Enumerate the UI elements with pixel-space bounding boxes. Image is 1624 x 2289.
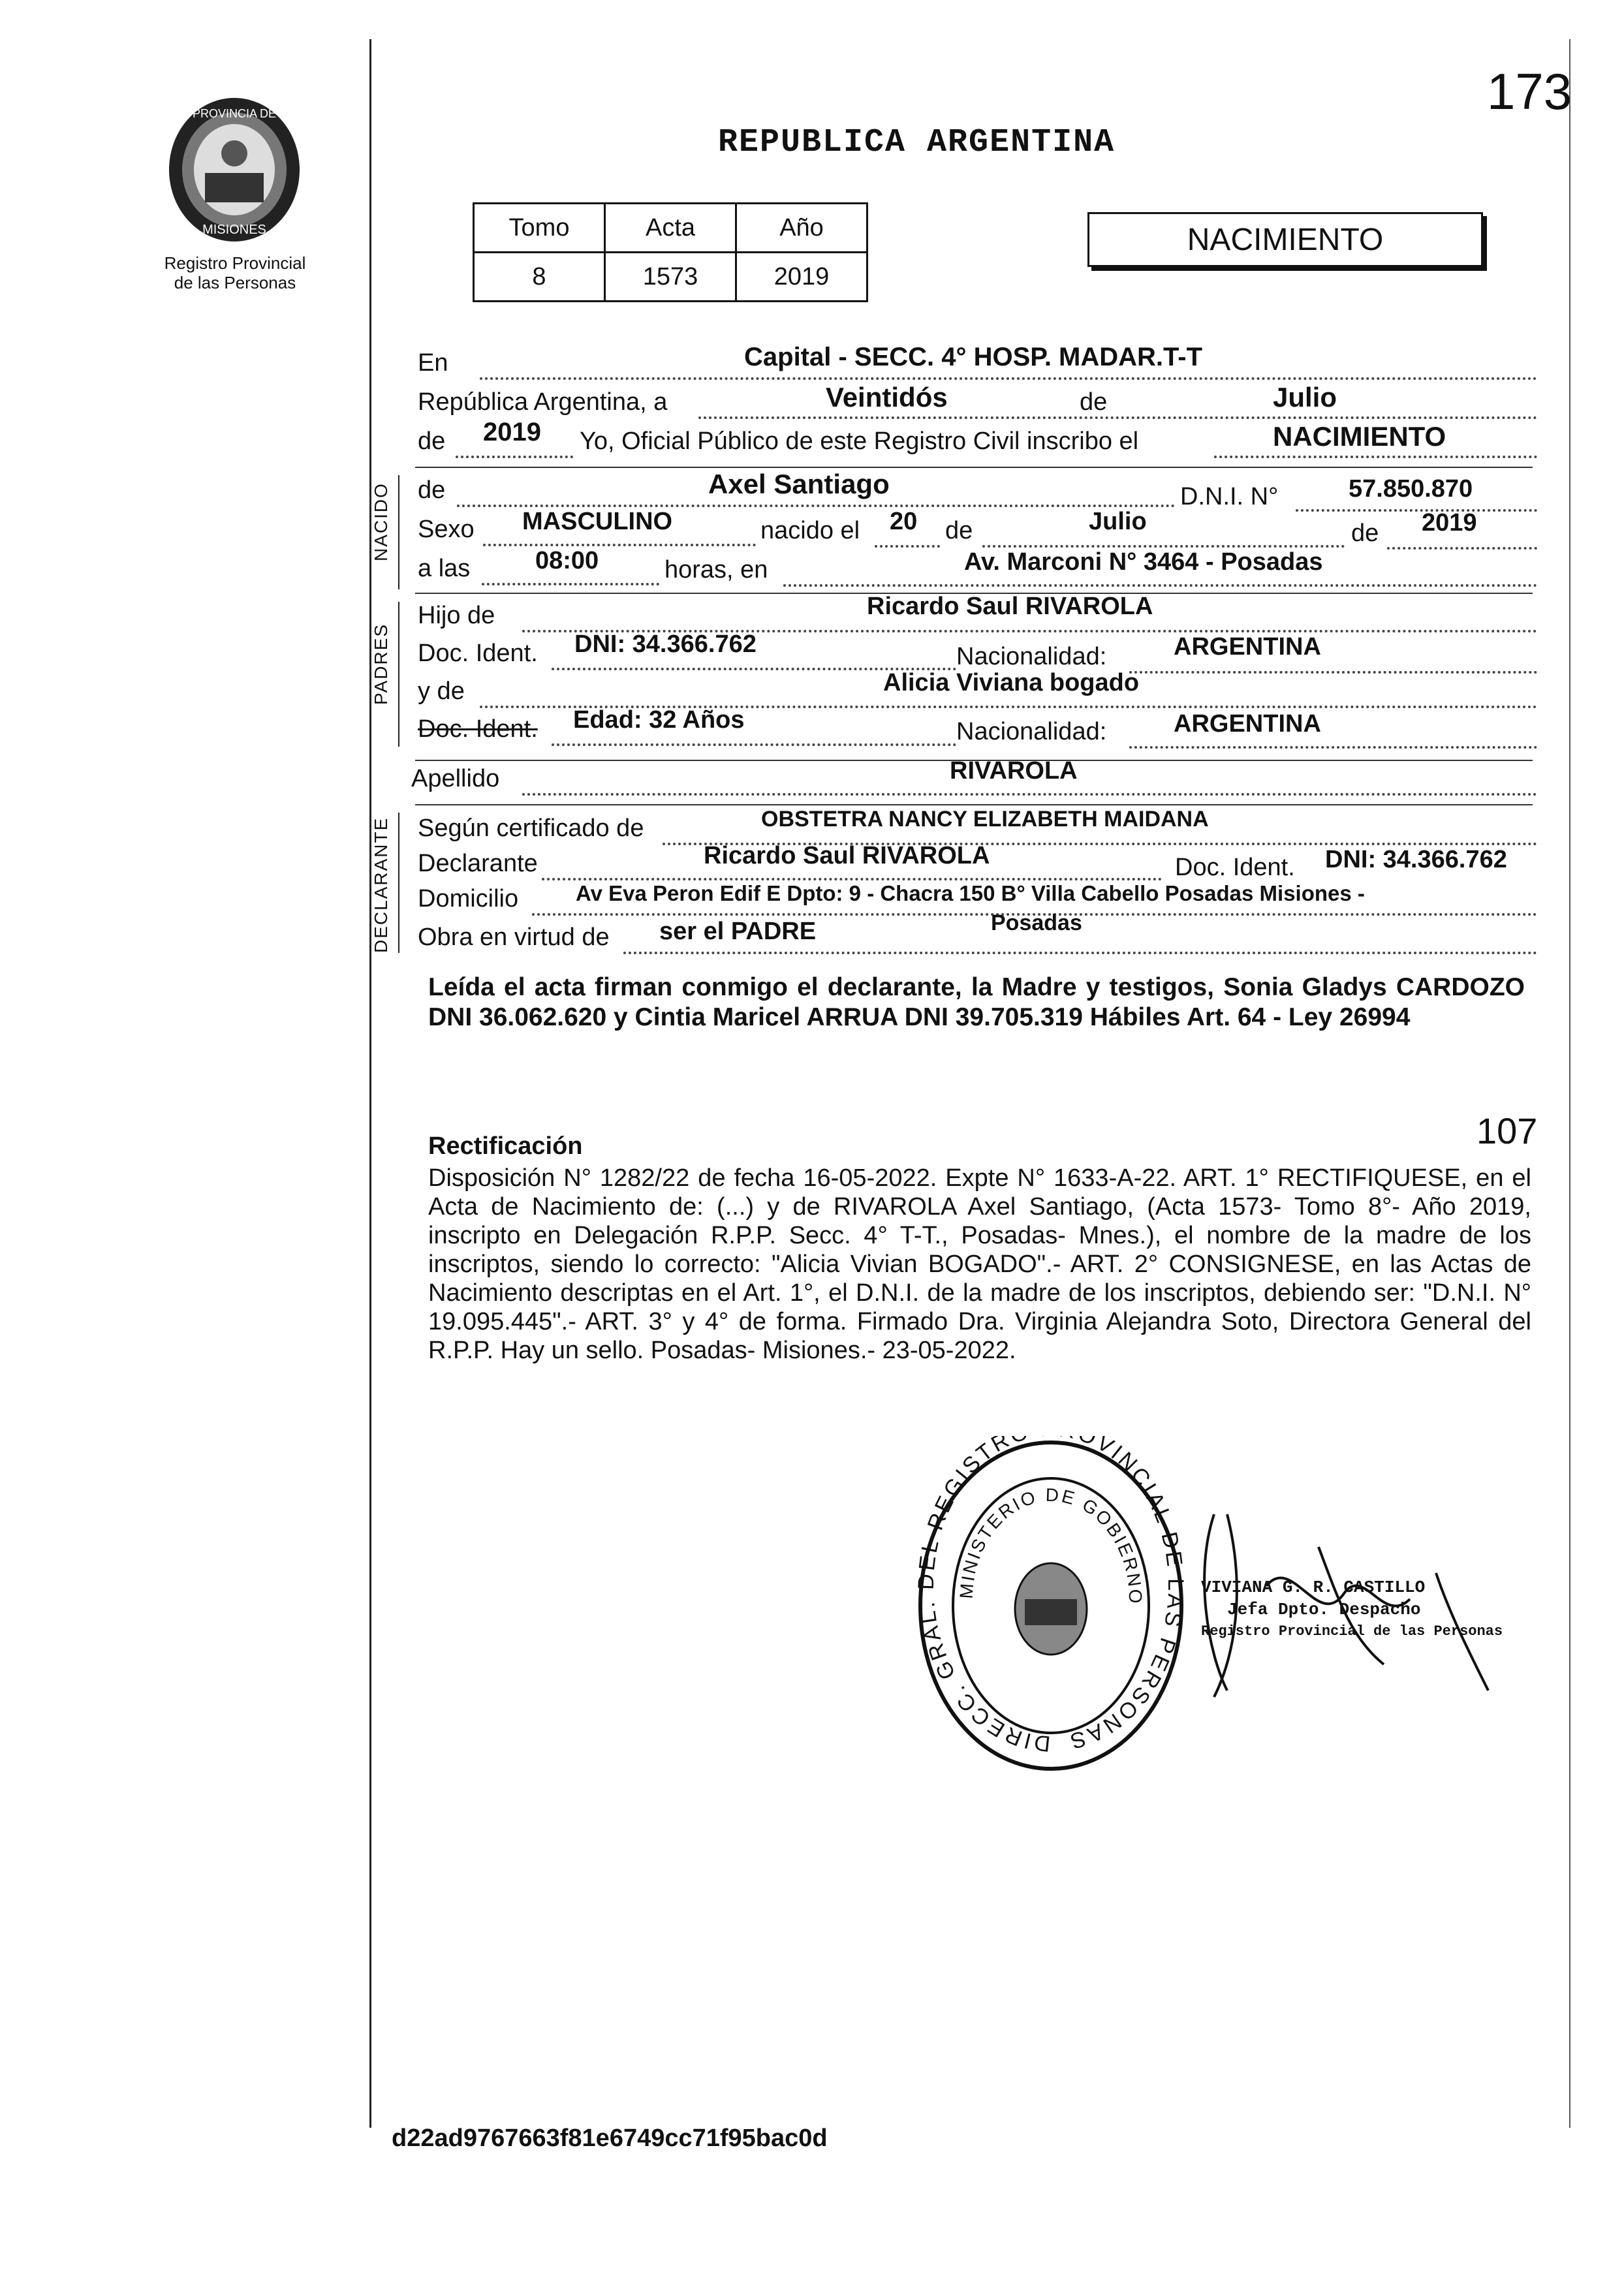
country-title: REPUBLICA ARGENTINA [718, 124, 1116, 161]
label-horas-en: horas, en [664, 556, 768, 584]
label-nacionalidad-padre: Nacionalidad: [956, 643, 1107, 670]
value-dni: 57.850.870 [1349, 475, 1473, 503]
label-nacido-el: nacido el [760, 517, 860, 544]
logo-bottom-text: MISIONES [202, 223, 266, 237]
label-apellido: Apellido [411, 765, 500, 792]
value-mes-nac: Julio [1089, 508, 1147, 535]
dots-anio-nac [1387, 547, 1537, 550]
value-en: Capital - SECC. 4° HOSP. MADAR.T-T [744, 343, 1203, 371]
value-mes-acta: Julio [1273, 382, 1337, 413]
logo-caption-line-1: Registro Provincial [164, 253, 306, 273]
label-obra: Obra en virtud de [418, 924, 610, 951]
value-domicilio: Av Eva Peron Edif E Dpto: 9 - Chacra 150 B° Villa Cabello Posadas Misiones - [576, 881, 1365, 905]
label-nacionalidad-madre: Nacionalidad: [956, 718, 1107, 745]
side-label-declarante: DECLARANTE [371, 817, 391, 953]
value-lugar: Av. Marconi N° 3464 - Posadas [964, 548, 1323, 576]
value-nac-padre: ARGENTINA [1174, 633, 1321, 661]
value-apellido: RIVAROLA [950, 757, 1078, 785]
rectificacion-text: Disposición N° 1282/22 de fecha 16-05-2022. Expte N° 1633-A-22. ART. 1° RECTIFIQUESE, en el Acta de Nacimiento de: (...) y de RIVAROLA Axel Santiago, (Acta 1573- Tomo 8°- Año 2019, inscripto en Delegación R.P.P. Secc. 4° T-T., Posadas- Mnes.), el nombre de la madre de los inscriptos, siendo lo correcto: "Alicia Vivian BOGADO".- ART. 2° CONSIGNESE, en las Actas de Nacimiento descriptas en el Art. 1°, el D.N.I. de la madre de los inscriptos, debiendo ser: "D.N.I. N° 19.095.445".- ART. 3° y 4° de forma. Firmado Dra. Virginia Alejandra Soto, Directora General del R.P.P. Hay un sello. Posadas- Misiones.- 23-05-2022. [428, 1164, 1531, 1364]
dots-en [480, 377, 1537, 380]
signature-org: Registro Provincial de las Personas [1201, 1623, 1503, 1640]
dots-sexo [483, 544, 756, 546]
label-de-1: de [1077, 388, 1110, 416]
dots-obra [623, 952, 1537, 954]
dots-nombre [457, 505, 1175, 507]
bracket-nacido [398, 475, 399, 589]
dots-dia-nac [875, 545, 940, 548]
value-declarante: Ricardo Saul RIVAROLA [704, 842, 990, 869]
record-header-acta: Acta [605, 204, 736, 253]
record-value-anio: 2019 [736, 253, 867, 302]
label-oficial: Yo, Oficial Público de este Registro Civil inscribo el [580, 428, 1139, 455]
dots-nac-padre [1129, 671, 1537, 674]
value-doc-declarante: DNI: 34.366.762 [1325, 846, 1507, 873]
label-y-de: y de [418, 677, 465, 705]
stamp-ring-text: DIRECC. GRAL. DEL REGISTR OVINCIAL DE LAS PERSONAS [914, 1436, 1188, 1756]
value-hora: 08:00 [535, 547, 599, 574]
label-doc-declarante: Doc. Ident. [1175, 854, 1295, 881]
label-segun-certificado: Según certificado de [418, 815, 644, 842]
logo-caption-line-2: de las Personas [174, 273, 296, 292]
value-padre: Ricardo Saul RIVAROLA [867, 593, 1153, 620]
dots-edad-madre [552, 743, 956, 746]
logo-top-text: PROVINCIA DE [192, 107, 277, 120]
value-nac-madre: ARGENTINA [1174, 710, 1321, 738]
dots-lugar [783, 584, 1537, 587]
label-hijo-de: Hijo de [418, 602, 495, 629]
dots-declarante [542, 878, 1162, 880]
value-dia-nac: 20 [890, 508, 918, 535]
page-number: 173 [1487, 63, 1572, 120]
value-tipo: NACIMIENTO [1273, 421, 1446, 452]
value-dia-letras: Veintidós [826, 382, 948, 413]
value-sexo: MASCULINO [522, 508, 673, 535]
label-republica: República Argentina, a [418, 388, 668, 416]
signature-block [1201, 1576, 1503, 1643]
separator-nacido [415, 467, 1533, 468]
dots-hora [482, 583, 659, 585]
left-margin-line [369, 39, 371, 2128]
label-declarante: Declarante [418, 850, 538, 877]
value-doc-padre: DNI: 34.366.762 [574, 631, 757, 658]
official-stamp [914, 1436, 1188, 1775]
label-en: En [418, 349, 448, 377]
side-label-nacido: NACIDO [371, 482, 391, 561]
label-de-2: de [418, 428, 446, 455]
dots-dni [1296, 509, 1537, 512]
label-doc-padre: Doc. Ident. [418, 640, 538, 667]
record-header-tomo: Tomo [474, 204, 605, 253]
rectificacion-title: Rectificación [428, 1132, 583, 1160]
dots-republica [698, 416, 1537, 419]
value-edad-madre: Edad: 32 Años [573, 706, 745, 734]
label-doc-madre-tachado: Doc. Ident. [418, 715, 538, 743]
label-sexo: Sexo [418, 516, 475, 543]
logo-caption [144, 253, 326, 292]
value-obra: ser el PADRE [659, 918, 817, 945]
footer-hash: d22ad9767663f81e6749cc71f95bac0d [392, 2125, 828, 2152]
bracket-declarante [398, 813, 399, 953]
label-a-las: a las [418, 555, 471, 582]
value-madre: Alicia Viviana bogado [883, 669, 1140, 696]
record-value-acta: 1573 [605, 253, 736, 302]
value-anio-acta: 2019 [483, 418, 541, 446]
dots-apellido [522, 793, 1537, 796]
act-type-box [1087, 212, 1483, 267]
province-logo [159, 91, 309, 248]
signature-role: Jefa Dpto. Despacho [1227, 1600, 1421, 1619]
record-header-anio: Año [736, 204, 867, 253]
separator-declarante [415, 804, 1533, 805]
label-de-anio-nac: de [1351, 520, 1379, 547]
label-domicilio: Domicilio [418, 885, 519, 912]
dots-mes-nac [982, 545, 1345, 548]
value-nombre: Axel Santiago [708, 469, 890, 499]
label-de-mes-nac: de [945, 517, 973, 544]
dots-nac-madre [1129, 746, 1537, 749]
signature-name: VIVIANA G. R. CASTILLO [1201, 1578, 1426, 1597]
stamp-inner-text: MINISTERIO DE GOBIERNO [956, 1484, 1146, 1606]
right-margin-line [1569, 39, 1570, 2128]
value-anio-nac: 2019 [1422, 509, 1477, 537]
side-label-padres: PADRES [371, 623, 391, 705]
bracket-padres [398, 602, 399, 747]
rectificacion-number: 107 [1476, 1110, 1538, 1151]
value-obra-extra: Posadas [991, 911, 1082, 935]
value-certificado: OBSTETRA NANCY ELIZABETH MAIDANA [761, 807, 1209, 832]
record-table [473, 202, 868, 302]
lectura-paragraph: Leída el acta firman conmigo el declarante, la Madre y testigos, Sonia Gladys CARDOZO DNI 36.062.620 y Cintia Maricel ARRUA DNI 39.705.319 Hábiles Art. 64 - Ley 26994 [428, 973, 1525, 1031]
act-type-label: NACIMIENTO [1187, 222, 1384, 257]
dots-tipo [1214, 456, 1537, 458]
dots-anio [456, 456, 573, 458]
label-de-nombre: de [418, 476, 446, 504]
record-value-tomo: 8 [474, 253, 605, 302]
label-dni: D.N.I. N° [1180, 483, 1279, 510]
